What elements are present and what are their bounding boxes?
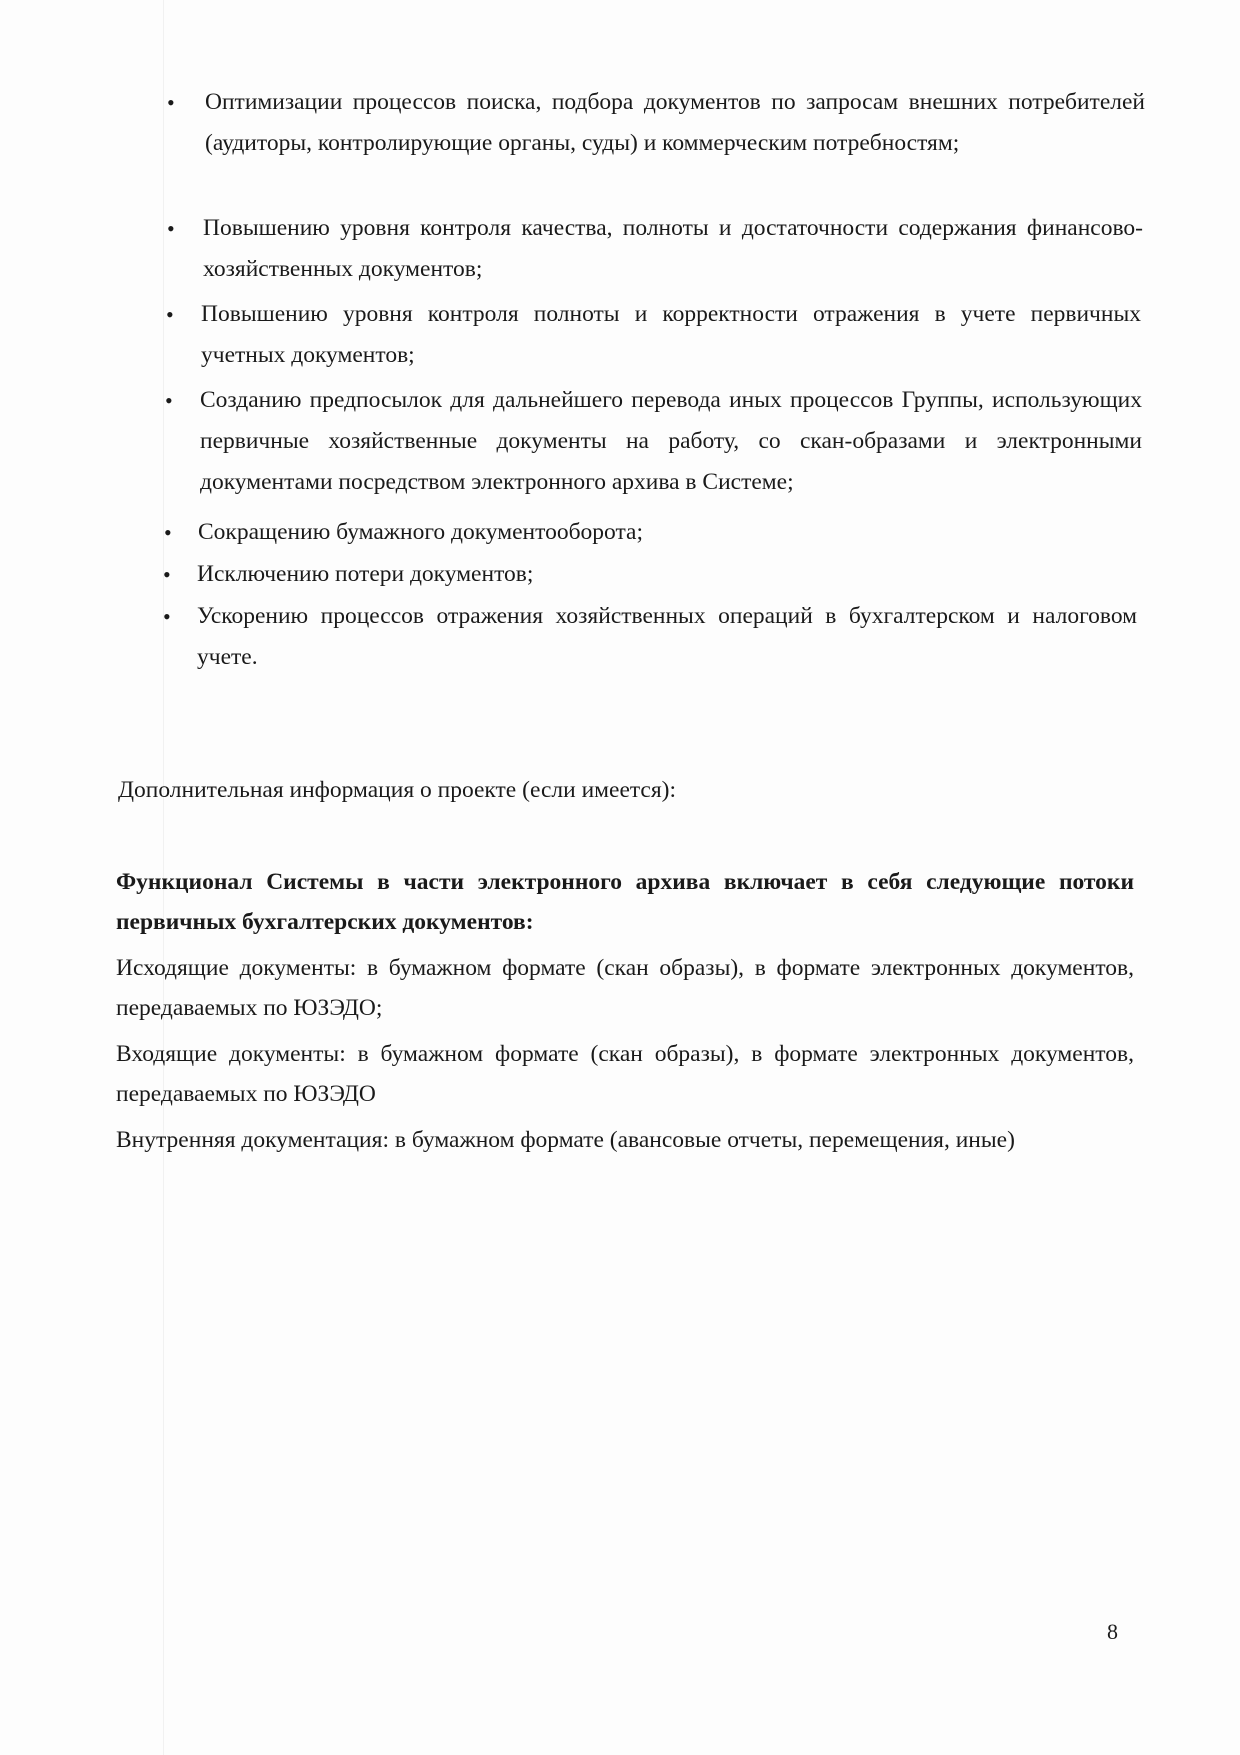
page-number: 8 — [1107, 1619, 1118, 1644]
bullet-marker: • — [167, 90, 175, 115]
bullet-marker: • — [165, 388, 173, 413]
internal-docs-paragraph: Внутренняя документация: в бумажном формате (авансовые отчеты, перемещения, иные) — [116, 1127, 1015, 1153]
bullet-marker: • — [167, 216, 175, 241]
bullet-marker: • — [163, 604, 171, 629]
bullet-marker: • — [163, 562, 171, 587]
bullet-item: Повышению уровня контроля качества, полноты и достаточности содержания финансово-хозяйственных документов; — [203, 215, 1143, 282]
bullet-item: Исключению потери документов; — [197, 561, 534, 587]
archive-section — [116, 862, 1134, 1160]
bullet-item: Ускорению процессов отражения хозяйственных операций в бухгалтерском и налоговом учете. — [197, 603, 1137, 670]
bullet-item: Оптимизации процессов поиска, подбора документов по запросам внешних потребителей (аудиторы, контролирующие органы, суды) и коммерческим потребностям; — [205, 89, 1145, 156]
outgoing-docs-paragraph: Исходящие документы: в бумажном формате (скан образы), в формате электронных документов, передаваемых по ЮЗЭДО; — [116, 955, 1134, 1021]
bullet-item: Созданию предпосылок для дальнейшего перевода иных процессов Группы, использующих первичные хозяйственные документы на работу, со скан-образами и электронными документами посредством электронного архива в Системе; — [200, 387, 1142, 495]
bullet-item: Повышению уровня контроля полноты и корректности отражения в учете первичных учетных документов; — [201, 301, 1141, 368]
additional-info-label: Дополнительная информация о проекте (если имеется): — [118, 777, 677, 803]
bullet-item: Сокращению бумажного документооборота; — [198, 519, 643, 545]
incoming-docs-paragraph: Входящие документы: в бумажном формате (скан образы), в формате электронных документов, передаваемых по ЮЗЭДО — [116, 1041, 1134, 1107]
bullet-marker: • — [166, 302, 174, 327]
section-title: Функционал Системы в части электронного архива включает в себя следующие потоки первичных бухгалтерских документов: — [116, 869, 1134, 935]
bullet-marker: • — [164, 520, 172, 545]
